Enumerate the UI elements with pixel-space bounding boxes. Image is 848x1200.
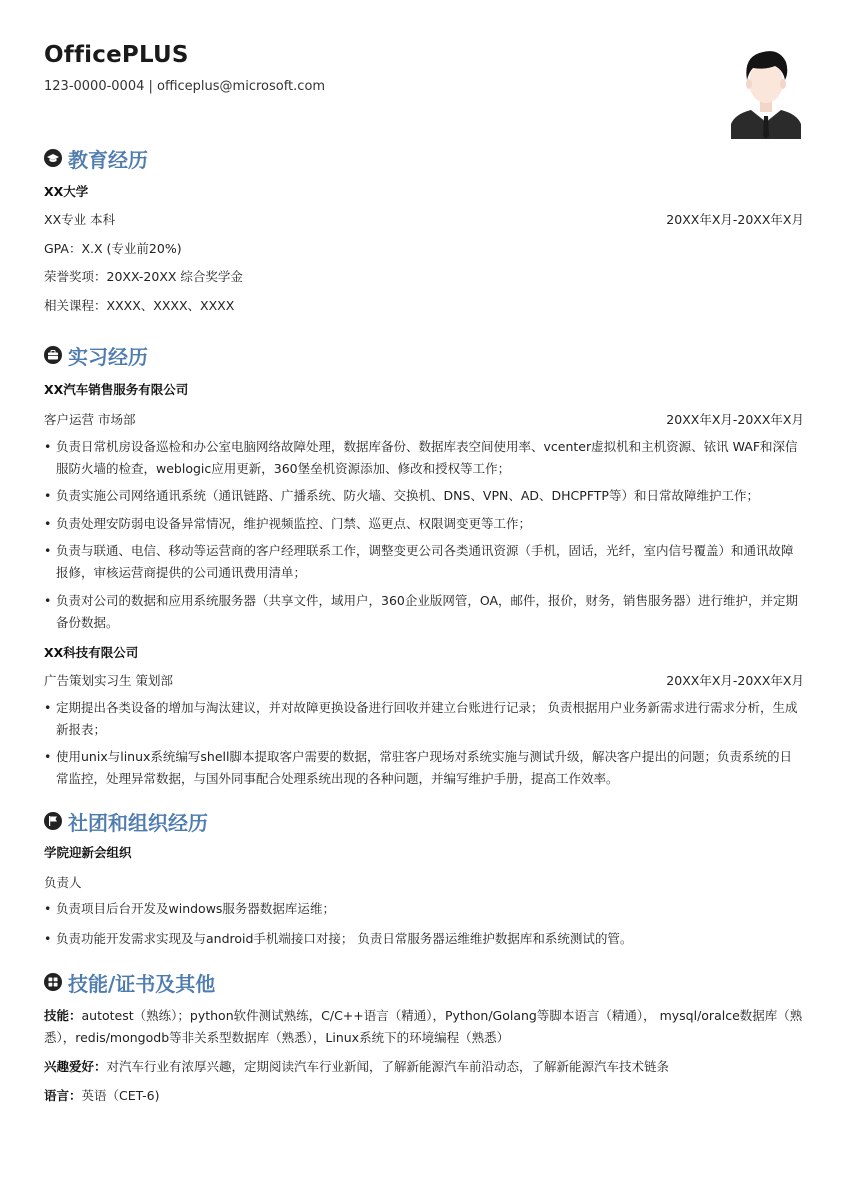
bullet-text: 负责功能开发需求实现及与android手机端接口对接； 负责日常服务器运维维护数据库和系统测试的管。 [56,931,633,946]
bullet-text: 使用unix与linux系统编写shell脚本提取客户需要的数据，常驻客户现场对系统实施与测试升级，解决客户提出的问题；负责系统的日常监控，处理异常数据，与国外同事配合处理系统出现的各种问题，并编写维护手册，提高工作效率。 [56,749,792,786]
grid-icon [44,973,62,991]
bullet-text: 负责实施公司网络通讯系统（通讯链路、广播系统、防火墙、交换机、DNS、VPN、AD、DHCPFTP等）和日常故障维护工作； [56,488,759,503]
job-row [44,410,804,428]
briefcase-icon [44,346,62,364]
list-item [44,746,804,790]
bullet-dot: • [44,516,52,531]
candidate-name: OfficePLUS [44,42,189,68]
job-role: 广告策划实习生 策划部 [44,673,173,688]
bullet-dot: • [44,543,52,558]
section-heading: 技能/证书及其他 [68,971,216,996]
list-item [44,436,804,480]
bullet-dot: • [44,439,52,454]
flag-icon [44,812,62,830]
list-item [44,898,804,920]
language-text: 英语（CET-6) [81,1088,160,1103]
list-item [44,590,804,634]
bullet-dot: • [44,593,52,608]
hobby-text: 对汽车行业有浓厚兴趣，定期阅读汽车行业新闻，了解新能源汽车前沿动态，了解新能源汽车技术链条 [106,1059,670,1074]
bullet-text: 负责日常机房设备巡检和办公室电脑网络故障处理，数据库备份、数据库表空间使用率、vcenter虚拟机和主机资源、铱讯 WAF和深信服防火墙的检查，weblogic应用更新，360堡垒机资源添加、修改和授权等工作； [56,439,798,476]
major-degree: XX专业 本科 [44,212,116,227]
job-date: 20XX年X月-20XX年X月 [666,412,804,427]
internship-section-title [44,341,148,369]
gpa: GPA：X.X (专业前20%) [44,241,182,256]
bullet-text: 负责处理安防弱电设备异常情况，维护视频监控、门禁、巡更点、权限调变更等工作； [56,516,532,531]
hobby-line [44,1057,804,1075]
club-role: 负责人 [44,875,82,890]
bullet-text: 定期提出各类设备的增加与淘汰建议，并对故障更换设备进行回收并建立台账进行记录； 负责根据用户业务新需求进行需求分析，生成新报表； [56,700,798,737]
skills-section-title [44,968,215,996]
courses: 相关课程：XXXX、XXXX、XXXX [44,298,235,313]
organization-name: 学院迎新会组织 [44,845,132,860]
company-name: XX汽车销售服务有限公司 [44,382,189,397]
hobby-label: 兴趣爱好： [44,1059,107,1074]
list-item [44,697,804,741]
skills-text: autotest（熟练）；python软件测试熟练，C/C++语言（精通），Python/Golang等脚本语言（精通）， mysql/oralce数据库（熟悉），redis/mongodb等非关系型数据库（熟悉），Linux系统下的环境编程（熟悉） [44,1008,803,1045]
bullet-dot: • [44,749,52,764]
education-date: 20XX年X月-20XX年X月 [666,212,804,227]
company-name: XX科技有限公司 [44,645,139,660]
bullet-text: 负责与联通、电信、移动等运营商的客户经理联系工作，调整变更公司各类通讯资源（手机，固话，光纤，室内信号覆盖）和通讯故障报修，审核运营商提供的公司通讯费用清单； [56,543,794,580]
bullet-dot: • [44,700,52,715]
section-heading: 教育经历 [68,147,148,172]
club-section-title [44,807,208,835]
bullet-dot: • [44,901,52,916]
education-section-title [44,144,148,172]
school-name: XX大学 [44,184,89,199]
list-item [44,513,804,535]
job-role: 客户运营 市场部 [44,412,136,427]
section-heading: 社团和组织经历 [68,810,208,835]
bullet-dot: • [44,488,52,503]
bullet-text: 负责项目后台开发及windows服务器数据库运维； [56,901,335,916]
skills-label: 技能： [44,1008,82,1023]
language-label: 语言： [44,1088,82,1103]
avatar [729,44,803,139]
skills-line [44,1005,804,1049]
graduation-cap-icon [44,149,62,167]
honors: 荣誉奖项：20XX-20XX 综合奖学金 [44,269,243,284]
list-item [44,485,804,507]
language-line [44,1086,804,1104]
contact-info: 123-0000-0004 | officeplus@microsoft.com [44,79,326,94]
list-item [44,928,804,950]
list-item [44,540,804,584]
job-row [44,671,804,689]
bullet-dot: • [44,931,52,946]
section-heading: 实习经历 [68,344,148,369]
bullet-text: 负责对公司的数据和应用系统服务器（共享文件，域用户，360企业版网管，OA，邮件，报价，财务，销售服务器）进行维护，并定期备份数据。 [56,593,799,630]
education-row [44,210,804,228]
job-date: 20XX年X月-20XX年X月 [666,673,804,688]
